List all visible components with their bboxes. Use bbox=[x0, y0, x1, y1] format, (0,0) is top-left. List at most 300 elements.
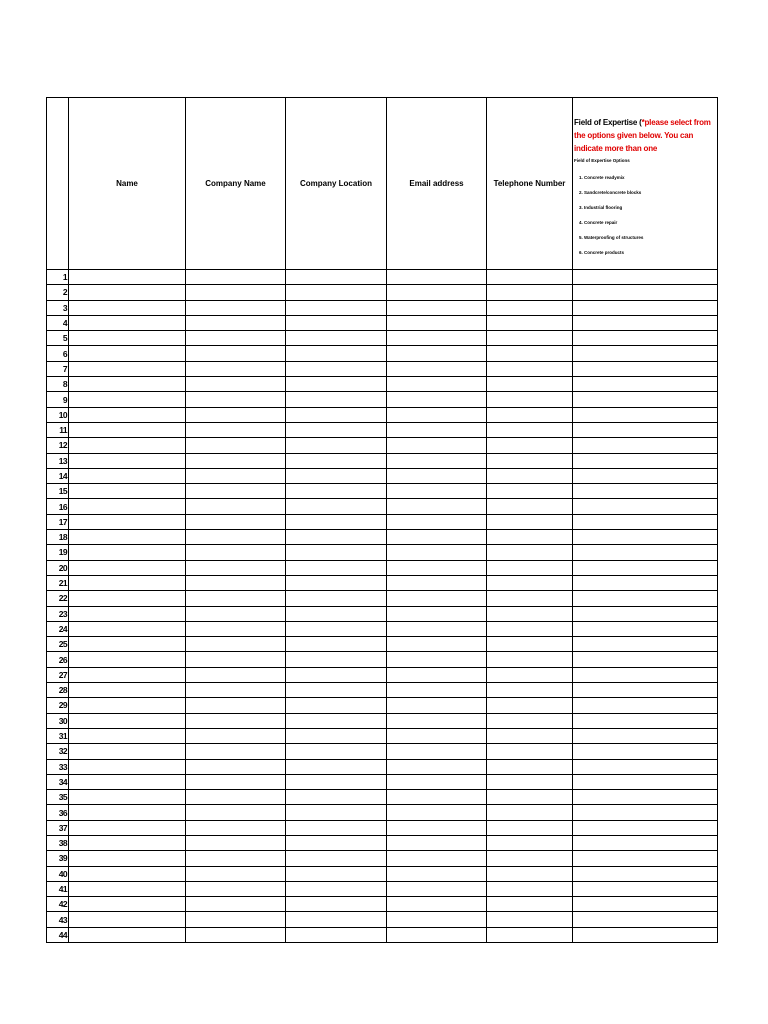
company-name-cell[interactable] bbox=[186, 315, 286, 330]
name-cell[interactable] bbox=[69, 667, 186, 682]
expertise-note: *please select from the options given below. You can indicate more than one bbox=[574, 118, 711, 153]
header-company-name: Company Name bbox=[186, 98, 286, 270]
telephone-cell[interactable] bbox=[487, 315, 573, 330]
company-location-cell[interactable] bbox=[286, 805, 387, 820]
company-name-cell[interactable] bbox=[186, 545, 286, 560]
telephone-cell[interactable] bbox=[487, 835, 573, 850]
expertise-cell[interactable] bbox=[573, 545, 718, 560]
company-location-cell[interactable] bbox=[286, 866, 387, 881]
name-cell[interactable] bbox=[69, 438, 186, 453]
name-cell[interactable] bbox=[69, 698, 186, 713]
email-cell[interactable] bbox=[387, 591, 487, 606]
company-location-cell[interactable] bbox=[286, 285, 387, 300]
table-row bbox=[47, 300, 718, 315]
table-row bbox=[47, 591, 718, 606]
company-location-cell[interactable] bbox=[286, 912, 387, 927]
telephone-cell[interactable] bbox=[487, 637, 573, 652]
company-name-cell[interactable] bbox=[186, 422, 286, 437]
expertise-cell[interactable] bbox=[573, 530, 718, 545]
company-name-cell[interactable] bbox=[186, 897, 286, 912]
header-email-address: Email address bbox=[387, 98, 487, 270]
name-cell[interactable] bbox=[69, 270, 186, 285]
expertise-cell[interactable] bbox=[573, 361, 718, 376]
row-number: 14 bbox=[47, 468, 69, 483]
telephone-cell[interactable] bbox=[487, 407, 573, 422]
table-row bbox=[47, 790, 718, 805]
name-cell[interactable] bbox=[69, 545, 186, 560]
email-cell[interactable] bbox=[387, 377, 487, 392]
email-cell[interactable] bbox=[387, 851, 487, 866]
telephone-cell[interactable] bbox=[487, 652, 573, 667]
company-location-cell[interactable] bbox=[286, 652, 387, 667]
email-cell[interactable] bbox=[387, 499, 487, 514]
telephone-cell[interactable] bbox=[487, 453, 573, 468]
expertise-cell[interactable] bbox=[573, 881, 718, 896]
email-cell[interactable] bbox=[387, 545, 487, 560]
company-location-cell[interactable] bbox=[286, 346, 387, 361]
name-cell[interactable] bbox=[69, 927, 186, 942]
company-location-cell[interactable] bbox=[286, 790, 387, 805]
name-cell[interactable] bbox=[69, 744, 186, 759]
telephone-cell[interactable] bbox=[487, 621, 573, 636]
company-name-cell[interactable] bbox=[186, 927, 286, 942]
company-name-cell[interactable] bbox=[186, 683, 286, 698]
company-name-cell[interactable] bbox=[186, 790, 286, 805]
table-row bbox=[47, 621, 718, 636]
telephone-cell[interactable] bbox=[487, 912, 573, 927]
telephone-cell[interactable] bbox=[487, 285, 573, 300]
telephone-cell[interactable] bbox=[487, 560, 573, 575]
row-number: 21 bbox=[47, 575, 69, 590]
expertise-cell[interactable] bbox=[573, 331, 718, 346]
email-cell[interactable] bbox=[387, 744, 487, 759]
telephone-cell[interactable] bbox=[487, 438, 573, 453]
email-cell[interactable] bbox=[387, 728, 487, 743]
expertise-cell[interactable] bbox=[573, 468, 718, 483]
name-cell[interactable] bbox=[69, 453, 186, 468]
email-cell[interactable] bbox=[387, 912, 487, 927]
company-name-cell[interactable] bbox=[186, 453, 286, 468]
email-cell[interactable] bbox=[387, 346, 487, 361]
company-location-cell[interactable] bbox=[286, 713, 387, 728]
telephone-cell[interactable] bbox=[487, 346, 573, 361]
company-location-cell[interactable] bbox=[286, 851, 387, 866]
row-number: 25 bbox=[47, 637, 69, 652]
email-cell[interactable] bbox=[387, 438, 487, 453]
table-row bbox=[47, 728, 718, 743]
name-cell[interactable] bbox=[69, 468, 186, 483]
telephone-cell[interactable] bbox=[487, 484, 573, 499]
company-location-cell[interactable] bbox=[286, 698, 387, 713]
name-cell[interactable] bbox=[69, 774, 186, 789]
company-location-cell[interactable] bbox=[286, 530, 387, 545]
expertise-cell[interactable] bbox=[573, 683, 718, 698]
table-row bbox=[47, 514, 718, 529]
company-name-cell[interactable] bbox=[186, 759, 286, 774]
name-cell[interactable] bbox=[69, 759, 186, 774]
email-cell[interactable] bbox=[387, 514, 487, 529]
name-cell[interactable] bbox=[69, 790, 186, 805]
company-location-cell[interactable] bbox=[286, 377, 387, 392]
name-cell[interactable] bbox=[69, 728, 186, 743]
name-cell[interactable] bbox=[69, 835, 186, 850]
company-location-cell[interactable] bbox=[286, 392, 387, 407]
telephone-cell[interactable] bbox=[487, 728, 573, 743]
expertise-cell[interactable] bbox=[573, 667, 718, 682]
company-name-cell[interactable] bbox=[186, 285, 286, 300]
company-location-cell[interactable] bbox=[286, 667, 387, 682]
company-location-cell[interactable] bbox=[286, 591, 387, 606]
company-name-cell[interactable] bbox=[186, 728, 286, 743]
company-name-cell[interactable] bbox=[186, 820, 286, 835]
header-row bbox=[47, 98, 718, 270]
telephone-cell[interactable] bbox=[487, 422, 573, 437]
company-name-cell[interactable] bbox=[186, 361, 286, 376]
row-number: 23 bbox=[47, 606, 69, 621]
company-name-cell[interactable] bbox=[186, 805, 286, 820]
company-location-cell[interactable] bbox=[286, 759, 387, 774]
telephone-cell[interactable] bbox=[487, 881, 573, 896]
company-location-cell[interactable] bbox=[286, 728, 387, 743]
expertise-cell[interactable] bbox=[573, 438, 718, 453]
row-number: 40 bbox=[47, 866, 69, 881]
expertise-cell[interactable] bbox=[573, 392, 718, 407]
row-number: 35 bbox=[47, 790, 69, 805]
telephone-cell[interactable] bbox=[487, 361, 573, 376]
company-name-cell[interactable] bbox=[186, 835, 286, 850]
name-cell[interactable] bbox=[69, 422, 186, 437]
telephone-cell[interactable] bbox=[487, 606, 573, 621]
email-cell[interactable] bbox=[387, 698, 487, 713]
company-name-cell[interactable] bbox=[186, 377, 286, 392]
email-cell[interactable] bbox=[387, 606, 487, 621]
name-cell[interactable] bbox=[69, 637, 186, 652]
email-cell[interactable] bbox=[387, 927, 487, 942]
name-cell[interactable] bbox=[69, 285, 186, 300]
name-cell[interactable] bbox=[69, 499, 186, 514]
expertise-cell[interactable] bbox=[573, 866, 718, 881]
expertise-title: Field of Expertise ( bbox=[574, 118, 642, 127]
company-name-cell[interactable] bbox=[186, 270, 286, 285]
telephone-cell[interactable] bbox=[487, 927, 573, 942]
name-cell[interactable] bbox=[69, 300, 186, 315]
row-number: 31 bbox=[47, 728, 69, 743]
company-name-cell[interactable] bbox=[186, 606, 286, 621]
company-name-cell[interactable] bbox=[186, 346, 286, 361]
email-cell[interactable] bbox=[387, 774, 487, 789]
email-cell[interactable] bbox=[387, 621, 487, 636]
company-location-cell[interactable] bbox=[286, 484, 387, 499]
company-location-cell[interactable] bbox=[286, 468, 387, 483]
expertise-cell[interactable] bbox=[573, 453, 718, 468]
expertise-cell[interactable] bbox=[573, 270, 718, 285]
company-name-cell[interactable] bbox=[186, 912, 286, 927]
company-location-cell[interactable] bbox=[286, 820, 387, 835]
row-number: 41 bbox=[47, 881, 69, 896]
row-number: 15 bbox=[47, 484, 69, 499]
company-location-cell[interactable] bbox=[286, 499, 387, 514]
table-row bbox=[47, 392, 718, 407]
company-name-cell[interactable] bbox=[186, 392, 286, 407]
email-cell[interactable] bbox=[387, 652, 487, 667]
email-cell[interactable] bbox=[387, 790, 487, 805]
company-name-cell[interactable] bbox=[186, 851, 286, 866]
name-cell[interactable] bbox=[69, 484, 186, 499]
company-location-cell[interactable] bbox=[286, 545, 387, 560]
expertise-cell[interactable] bbox=[573, 790, 718, 805]
email-cell[interactable] bbox=[387, 453, 487, 468]
row-number: 6 bbox=[47, 346, 69, 361]
company-name-cell[interactable] bbox=[186, 744, 286, 759]
company-location-cell[interactable] bbox=[286, 560, 387, 575]
telephone-cell[interactable] bbox=[487, 790, 573, 805]
expertise-cell[interactable] bbox=[573, 407, 718, 422]
expertise-cell[interactable] bbox=[573, 805, 718, 820]
company-location-cell[interactable] bbox=[286, 407, 387, 422]
name-cell[interactable] bbox=[69, 683, 186, 698]
company-location-cell[interactable] bbox=[286, 683, 387, 698]
company-name-cell[interactable] bbox=[186, 530, 286, 545]
telephone-cell[interactable] bbox=[487, 377, 573, 392]
telephone-cell[interactable] bbox=[487, 897, 573, 912]
email-cell[interactable] bbox=[387, 300, 487, 315]
expertise-cell[interactable] bbox=[573, 744, 718, 759]
expertise-cell[interactable] bbox=[573, 484, 718, 499]
email-cell[interactable] bbox=[387, 897, 487, 912]
email-cell[interactable] bbox=[387, 468, 487, 483]
company-location-cell[interactable] bbox=[286, 835, 387, 850]
company-location-cell[interactable] bbox=[286, 300, 387, 315]
company-name-cell[interactable] bbox=[186, 591, 286, 606]
company-name-cell[interactable] bbox=[186, 499, 286, 514]
email-cell[interactable] bbox=[387, 392, 487, 407]
company-location-cell[interactable] bbox=[286, 575, 387, 590]
company-location-cell[interactable] bbox=[286, 453, 387, 468]
name-cell[interactable] bbox=[69, 805, 186, 820]
email-cell[interactable] bbox=[387, 315, 487, 330]
name-cell[interactable] bbox=[69, 820, 186, 835]
name-cell[interactable] bbox=[69, 361, 186, 376]
telephone-cell[interactable] bbox=[487, 575, 573, 590]
company-name-cell[interactable] bbox=[186, 560, 286, 575]
telephone-cell[interactable] bbox=[487, 866, 573, 881]
telephone-cell[interactable] bbox=[487, 468, 573, 483]
expertise-cell[interactable] bbox=[573, 851, 718, 866]
row-number: 28 bbox=[47, 683, 69, 698]
telephone-cell[interactable] bbox=[487, 514, 573, 529]
row-number: 5 bbox=[47, 331, 69, 346]
email-cell[interactable] bbox=[387, 484, 487, 499]
name-cell[interactable] bbox=[69, 315, 186, 330]
expertise-option: 6. Concrete products bbox=[579, 250, 625, 255]
expertise-cell[interactable] bbox=[573, 835, 718, 850]
expertise-cell[interactable] bbox=[573, 315, 718, 330]
expertise-cell[interactable] bbox=[573, 285, 718, 300]
expertise-cell[interactable] bbox=[573, 422, 718, 437]
company-location-cell[interactable] bbox=[286, 361, 387, 376]
expertise-option: 3. Industrial flooring bbox=[579, 205, 623, 210]
expertise-cell[interactable] bbox=[573, 820, 718, 835]
company-name-cell[interactable] bbox=[186, 438, 286, 453]
expertise-cell[interactable] bbox=[573, 346, 718, 361]
email-cell[interactable] bbox=[387, 866, 487, 881]
company-name-cell[interactable] bbox=[186, 331, 286, 346]
company-name-cell[interactable] bbox=[186, 698, 286, 713]
expertise-option: 4. Concrete repair bbox=[579, 220, 618, 225]
name-cell[interactable] bbox=[69, 560, 186, 575]
expertise-cell[interactable] bbox=[573, 774, 718, 789]
expertise-cell[interactable] bbox=[573, 621, 718, 636]
name-cell[interactable] bbox=[69, 851, 186, 866]
company-location-cell[interactable] bbox=[286, 606, 387, 621]
table-row bbox=[47, 530, 718, 545]
company-name-cell[interactable] bbox=[186, 667, 286, 682]
telephone-cell[interactable] bbox=[487, 392, 573, 407]
expertise-cell[interactable] bbox=[573, 377, 718, 392]
telephone-cell[interactable] bbox=[487, 820, 573, 835]
expertise-cell[interactable] bbox=[573, 591, 718, 606]
name-cell[interactable] bbox=[69, 530, 186, 545]
telephone-cell[interactable] bbox=[487, 499, 573, 514]
email-cell[interactable] bbox=[387, 835, 487, 850]
company-name-cell[interactable] bbox=[186, 652, 286, 667]
name-cell[interactable] bbox=[69, 377, 186, 392]
name-cell[interactable] bbox=[69, 575, 186, 590]
email-cell[interactable] bbox=[387, 575, 487, 590]
email-cell[interactable] bbox=[387, 530, 487, 545]
telephone-cell[interactable] bbox=[487, 683, 573, 698]
email-cell[interactable] bbox=[387, 805, 487, 820]
name-cell[interactable] bbox=[69, 881, 186, 896]
email-cell[interactable] bbox=[387, 560, 487, 575]
expertise-cell[interactable] bbox=[573, 514, 718, 529]
expertise-cell[interactable] bbox=[573, 728, 718, 743]
expertise-cell[interactable] bbox=[573, 927, 718, 942]
expertise-cell[interactable] bbox=[573, 560, 718, 575]
company-location-cell[interactable] bbox=[286, 927, 387, 942]
company-name-cell[interactable] bbox=[186, 514, 286, 529]
telephone-cell[interactable] bbox=[487, 591, 573, 606]
expertise-cell[interactable] bbox=[573, 606, 718, 621]
company-name-cell[interactable] bbox=[186, 866, 286, 881]
name-cell[interactable] bbox=[69, 621, 186, 636]
company-name-cell[interactable] bbox=[186, 300, 286, 315]
company-location-cell[interactable] bbox=[286, 438, 387, 453]
company-location-cell[interactable] bbox=[286, 315, 387, 330]
table-row bbox=[47, 331, 718, 346]
telephone-cell[interactable] bbox=[487, 774, 573, 789]
email-cell[interactable] bbox=[387, 407, 487, 422]
company-name-cell[interactable] bbox=[186, 881, 286, 896]
name-cell[interactable] bbox=[69, 606, 186, 621]
table-row bbox=[47, 912, 718, 927]
table-row bbox=[47, 438, 718, 453]
row-number: 38 bbox=[47, 835, 69, 850]
email-cell[interactable] bbox=[387, 285, 487, 300]
expertise-cell[interactable] bbox=[573, 637, 718, 652]
expertise-cell[interactable] bbox=[573, 912, 718, 927]
name-cell[interactable] bbox=[69, 514, 186, 529]
name-cell[interactable] bbox=[69, 713, 186, 728]
email-cell[interactable] bbox=[387, 637, 487, 652]
company-location-cell[interactable] bbox=[286, 881, 387, 896]
company-name-cell[interactable] bbox=[186, 468, 286, 483]
company-location-cell[interactable] bbox=[286, 270, 387, 285]
expertise-cell[interactable] bbox=[573, 759, 718, 774]
email-cell[interactable] bbox=[387, 361, 487, 376]
telephone-cell[interactable] bbox=[487, 545, 573, 560]
name-cell[interactable] bbox=[69, 652, 186, 667]
company-location-cell[interactable] bbox=[286, 422, 387, 437]
company-location-cell[interactable] bbox=[286, 897, 387, 912]
email-cell[interactable] bbox=[387, 667, 487, 682]
expertise-cell[interactable] bbox=[573, 698, 718, 713]
name-cell[interactable] bbox=[69, 346, 186, 361]
telephone-cell[interactable] bbox=[487, 698, 573, 713]
company-name-cell[interactable] bbox=[186, 621, 286, 636]
table-row bbox=[47, 560, 718, 575]
name-cell[interactable] bbox=[69, 392, 186, 407]
company-name-cell[interactable] bbox=[186, 774, 286, 789]
company-name-cell[interactable] bbox=[186, 407, 286, 422]
telephone-cell[interactable] bbox=[487, 270, 573, 285]
expertise-cell[interactable] bbox=[573, 897, 718, 912]
company-location-cell[interactable] bbox=[286, 744, 387, 759]
company-location-cell[interactable] bbox=[286, 774, 387, 789]
name-cell[interactable] bbox=[69, 897, 186, 912]
company-location-cell[interactable] bbox=[286, 331, 387, 346]
telephone-cell[interactable] bbox=[487, 851, 573, 866]
email-cell[interactable] bbox=[387, 759, 487, 774]
table-row bbox=[47, 285, 718, 300]
email-cell[interactable] bbox=[387, 713, 487, 728]
email-cell[interactable] bbox=[387, 331, 487, 346]
company-name-cell[interactable] bbox=[186, 484, 286, 499]
expertise-cell[interactable] bbox=[573, 713, 718, 728]
name-cell[interactable] bbox=[69, 591, 186, 606]
company-location-cell[interactable] bbox=[286, 621, 387, 636]
telephone-cell[interactable] bbox=[487, 530, 573, 545]
expertise-cell[interactable] bbox=[573, 575, 718, 590]
company-name-cell[interactable] bbox=[186, 575, 286, 590]
company-name-cell[interactable] bbox=[186, 713, 286, 728]
row-number: 22 bbox=[47, 591, 69, 606]
email-cell[interactable] bbox=[387, 683, 487, 698]
email-cell[interactable] bbox=[387, 270, 487, 285]
name-cell[interactable] bbox=[69, 866, 186, 881]
telephone-cell[interactable] bbox=[487, 805, 573, 820]
email-cell[interactable] bbox=[387, 820, 487, 835]
telephone-cell[interactable] bbox=[487, 744, 573, 759]
company-location-cell[interactable] bbox=[286, 637, 387, 652]
expertise-cell[interactable] bbox=[573, 499, 718, 514]
expertise-cell[interactable] bbox=[573, 652, 718, 667]
email-cell[interactable] bbox=[387, 422, 487, 437]
expertise-cell[interactable] bbox=[573, 300, 718, 315]
telephone-cell[interactable] bbox=[487, 713, 573, 728]
name-cell[interactable] bbox=[69, 331, 186, 346]
name-cell[interactable] bbox=[69, 912, 186, 927]
name-cell[interactable] bbox=[69, 407, 186, 422]
telephone-cell[interactable] bbox=[487, 300, 573, 315]
telephone-cell[interactable] bbox=[487, 331, 573, 346]
table-row bbox=[47, 835, 718, 850]
email-cell[interactable] bbox=[387, 881, 487, 896]
company-location-cell[interactable] bbox=[286, 514, 387, 529]
telephone-cell[interactable] bbox=[487, 667, 573, 682]
company-name-cell[interactable] bbox=[186, 637, 286, 652]
telephone-cell[interactable] bbox=[487, 759, 573, 774]
